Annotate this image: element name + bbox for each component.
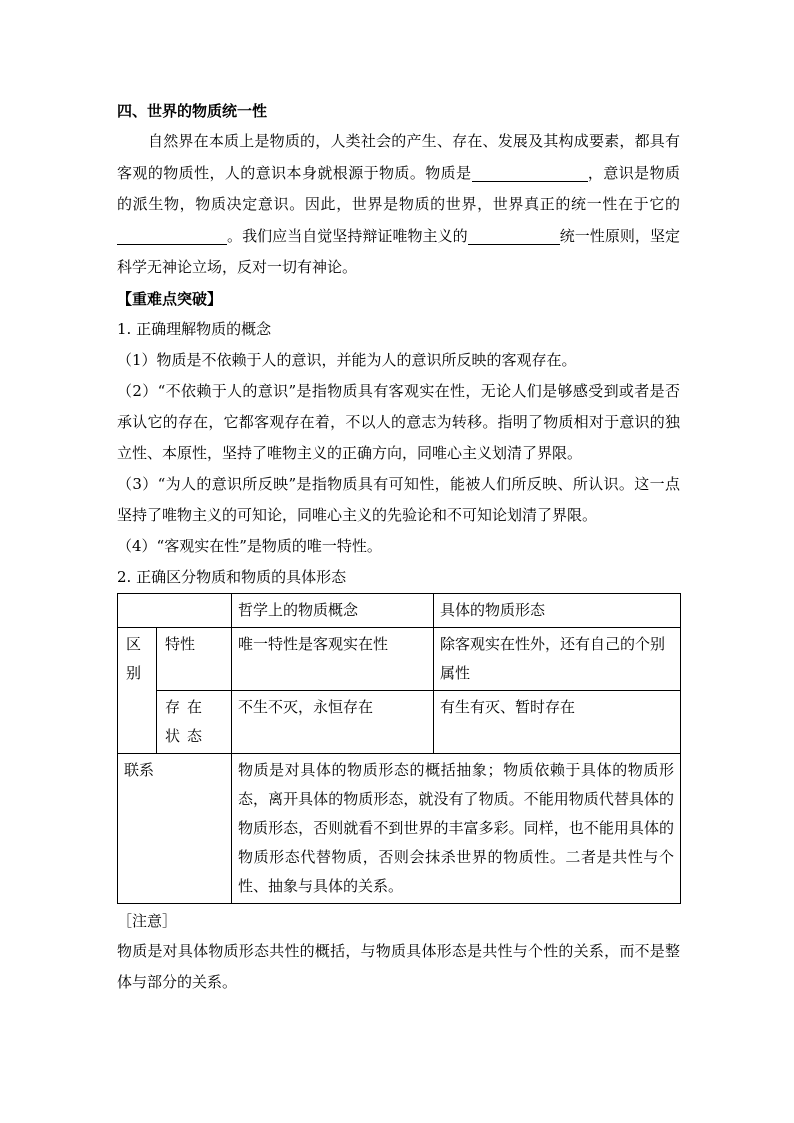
intro-text-3: 。我们应当自觉坚持辩证唯物主义的	[227, 226, 468, 245]
row1-concrete: 除客观实在性外，还有自己的个别属性	[434, 628, 681, 691]
intro-paragraph	[117, 126, 680, 284]
row2-concrete: 有生有灭、暂时存在	[434, 691, 681, 754]
table-header-empty	[118, 594, 232, 628]
fill-blank-2[interactable]	[117, 226, 227, 245]
row2-philosophical: 不生不灭，永恒存在	[232, 691, 434, 754]
point1-item-4: （4）“客观实在性”是物质的唯一特性。	[117, 536, 382, 555]
point1-item-3: （3）“为人的意识所反映”是指物质具有可知性，能被人们所反映、所认识。这一点坚持了唯物主义的可知论，同唯心主义的先验论和不可知论划清了界限。	[117, 474, 680, 524]
point1-item-1: （1）物质是不依赖于人的意识，并能为人的意识所反映的客观存在。	[117, 350, 577, 369]
row2-label: 存在状态	[157, 691, 232, 754]
intro-text-4: 统一性原则，坚定科学无神论立场，反对一切有神论。	[117, 226, 680, 276]
relation-text: 物质是对具体的物质形态的概括抽象；物质依赖于具体的物质形态，离开具体的物质形态，就没有了物质。不能用物质代替具体的物质形态，否则就看不到世界的丰富多彩。同样，也不能用具体的物质形态代替物质，否则会抹杀世界的物质性。二者是共性与个性、抽象与具体的关系。	[232, 754, 681, 904]
comparison-table	[117, 593, 681, 904]
intro-text-1: 自然界在本质上是物质的，人类社会的产生、存在、发展及其构成要素，都具有客观的物质性，人的意识本身就根源于物质。物质是	[117, 132, 680, 182]
intro-text-2: ，意识是物质的派生物，物质决定意识。因此，世界是物质的世界，世界真正的统一性在于它的	[117, 163, 680, 213]
point1-item-2: （2）“不依赖于人的意识”是指物质具有客观实在性，无论人们是够感受到或者是否承认它的存在，它都客观存在着，不以人的意志为转移。指明了物质相对于意识的独立性、本原性，坚持了唯物主义的正确方向，同唯心主义划清了界限。	[117, 381, 680, 462]
note-text: 物质是对具体物质形态共性的概括，与物质具体形态是共性与个性的关系，而不是整体与部分的关系。	[117, 942, 680, 991]
table-row	[118, 754, 681, 904]
relation-label: 联系	[118, 754, 232, 904]
table-header-philosophical: 哲学上的物质概念	[232, 594, 434, 628]
difference-label: 区别	[118, 628, 157, 754]
note-label: ［注意］	[117, 912, 178, 930]
table-header-concrete: 具体的物质形态	[434, 594, 681, 628]
table-row	[118, 628, 681, 691]
document-page	[117, 96, 680, 998]
row1-philosophical: 唯一特性是客观实在性	[232, 628, 434, 691]
key-points-title: 【重难点突破】	[117, 289, 223, 308]
fill-blank-3[interactable]	[468, 226, 560, 245]
section-title: 四、世界的物质统一性	[117, 102, 268, 120]
table-row	[118, 594, 681, 628]
point2-title: 2. 正确区分物质和物质的具体形态	[117, 567, 347, 586]
point1-title: 1. 正确理解物质的概念	[117, 320, 272, 338]
row1-label: 特性	[157, 628, 232, 691]
fill-blank-1[interactable]	[472, 163, 588, 182]
table-row	[118, 691, 681, 754]
